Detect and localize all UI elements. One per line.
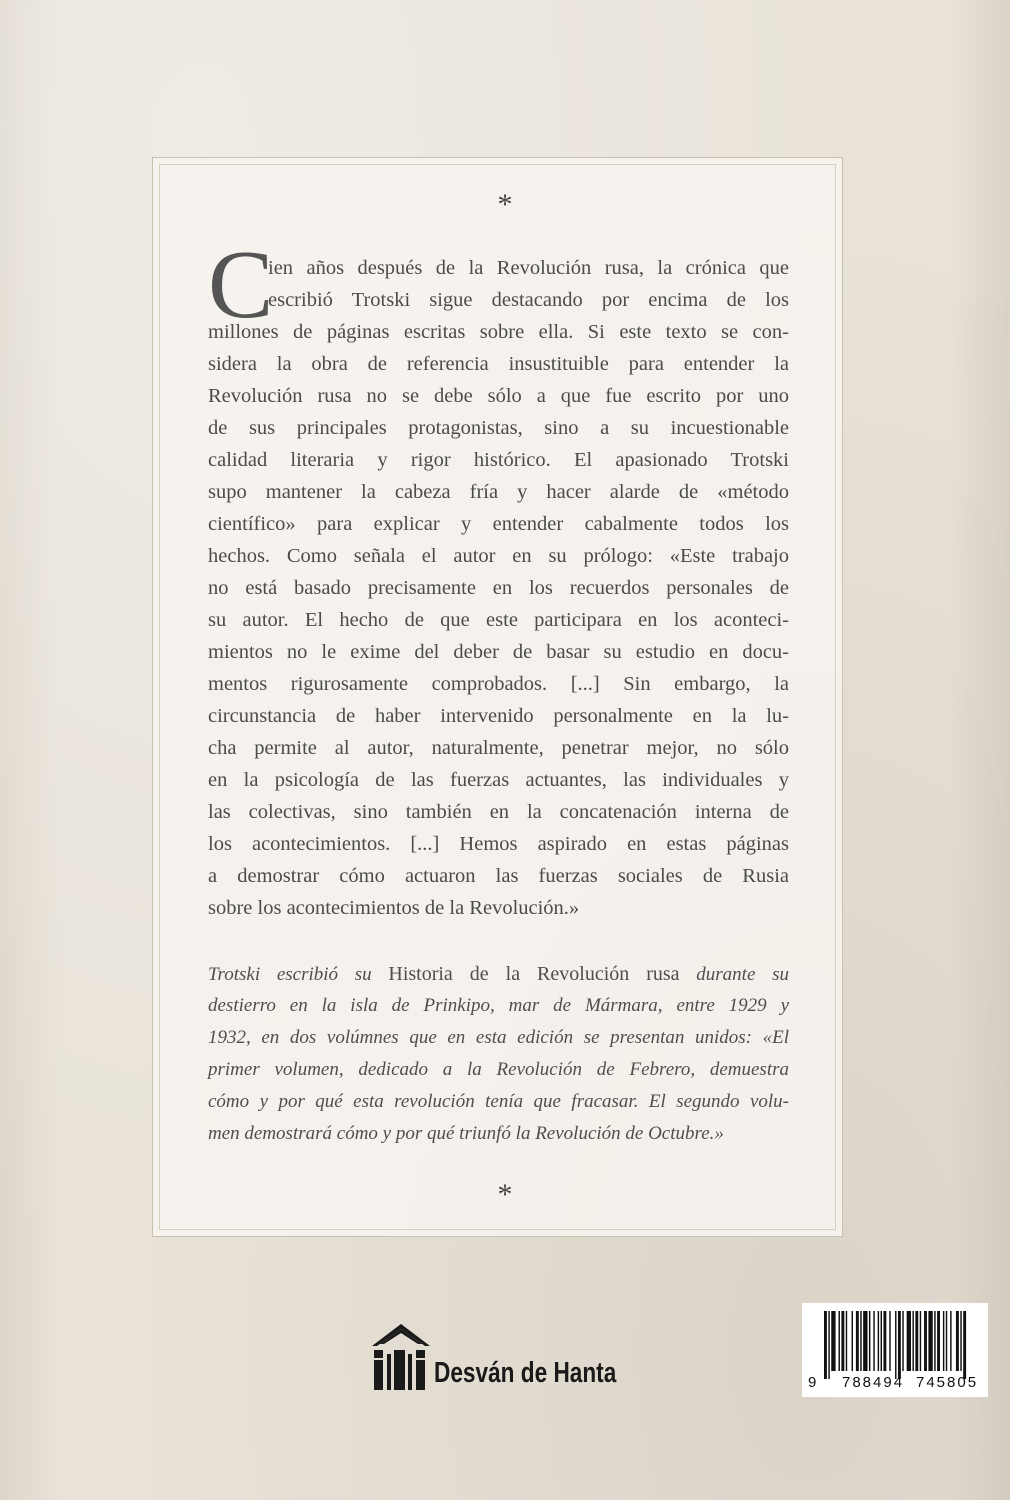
blurb-line: de sus principales protagonistas, sino a su incuestionable	[208, 417, 789, 439]
blurb-line: calidad literaria y rigor histórico. El apasionado Trotski	[208, 449, 789, 471]
blurb-line: Revolución rusa no se debe sólo a que fue escrito por uno	[208, 385, 789, 407]
isbn-barcode	[802, 1303, 988, 1397]
note-line-intro: Trotski escribió su	[208, 964, 389, 985]
top-ornament-asterisk: *	[497, 188, 513, 221]
blurb-line: las colectivas, sino también en la concatenación interna de	[208, 801, 789, 823]
barcode-digit-group-1: 788494	[842, 1374, 905, 1391]
note-line: 1932, en dos volúmnes que en esta edición se presentan unidos: «El	[208, 1027, 789, 1048]
house-books-logo-icon	[370, 1318, 432, 1392]
blurb-line: mentos rigurosamente comprobados. [...] Sin embargo, la	[208, 673, 789, 695]
note-line: destierro en la isla de Prinkipo, mar de Mármara, entre 1929 y	[208, 995, 789, 1016]
blurb-line: mientos no le exime del deber de basar su estudio en docu-	[208, 641, 789, 663]
blurb-line: no está basado precisamente en los recuerdos personales de	[208, 577, 789, 599]
blurb-line: a demostrar cómo actuaron las fuerzas sociales de Rusia	[208, 865, 789, 887]
barcode-digit-prefix: 9	[808, 1374, 819, 1391]
publisher-logo	[370, 1318, 630, 1398]
blurb-line: hechos. Como señala el autor en su prólogo: «Este trabajo	[208, 545, 789, 567]
barcode-digits	[808, 1373, 984, 1393]
bottom-ornament-asterisk: *	[497, 1178, 513, 1211]
blurb-line: su autor. El hecho de que este participara en los aconteci-	[208, 609, 789, 631]
book-title: Historia de la Revolución rusa	[388, 963, 680, 985]
barcode-digit-group-2: 745805	[916, 1374, 979, 1391]
note-line	[208, 958, 789, 990]
blurb-line: supo mantener la cabeza fría y hacer alarde de «método	[208, 481, 789, 503]
blurb-line: científico» para explicar y entender cabalmente todos los	[208, 513, 789, 535]
blurb-line: ien años después de la Revolución rusa, la crónica que	[268, 257, 789, 279]
note-line-last: men demostrará cómo y por qué triunfó la Revolución de Octubre.»	[208, 1123, 724, 1144]
blurb-line-last: sobre los acontecimientos de la Revolución.»	[208, 897, 580, 919]
blurb-line: sidera la obra de referencia insustituible para entender la	[208, 353, 789, 375]
note-line: primer volumen, dedicado a la Revolución de Febrero, demuestra	[208, 1059, 789, 1080]
blurb-line: circunstancia de haber intervenido personalmente en la lu-	[208, 705, 789, 727]
blurb-line: millones de páginas escritas sobre ella. Si este texto se con-	[208, 321, 789, 343]
blurb-line: escribió Trotski sigue destacando por encima de los	[268, 289, 789, 311]
drop-cap: C	[208, 231, 274, 339]
blurb-line: cha permite al autor, naturalmente, penetrar mejor, no sólo	[208, 737, 789, 759]
note-line: cómo y por qué esta revolución tenía que fracasar. El segundo volu-	[208, 1091, 789, 1112]
blurb-line: en la psicología de las fuerzas actuantes, las individuales y	[208, 769, 789, 791]
publisher-name: Desván de Hanta	[434, 1357, 617, 1389]
note-line-outro: durante su	[679, 964, 789, 985]
blurb-line: los acontecimientos. [...] Hemos aspirado en estas páginas	[208, 833, 789, 855]
